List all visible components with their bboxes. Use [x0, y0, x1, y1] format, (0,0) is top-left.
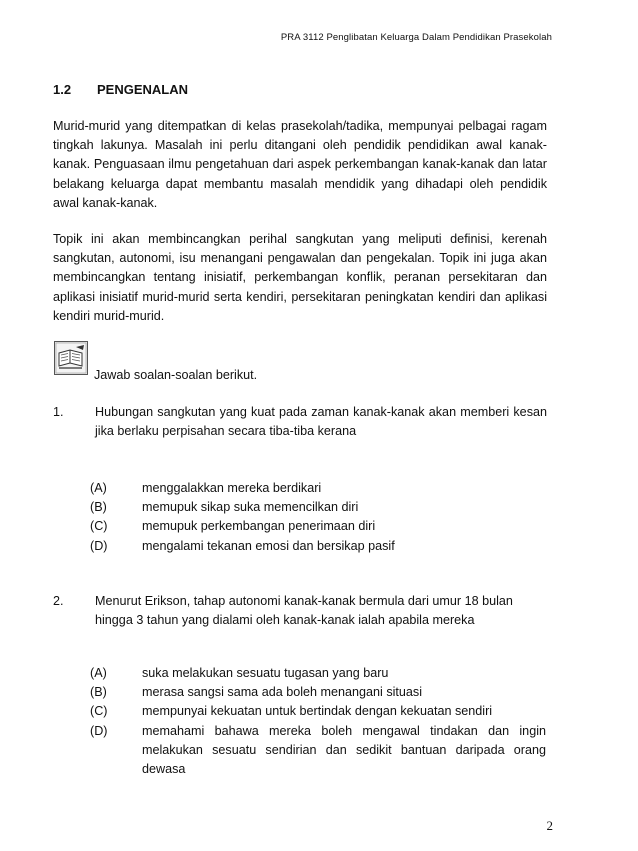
- option-text: suka melakukan sesuatu tugasan yang baru: [142, 666, 389, 680]
- option-c: [90, 517, 546, 536]
- option-label: (C): [90, 704, 108, 719]
- option-d: [90, 722, 546, 780]
- section-title: PENGENALAN: [97, 82, 189, 97]
- option-label: (B): [90, 685, 107, 700]
- option-label: (D): [90, 538, 108, 553]
- question-number: 2.: [53, 594, 64, 608]
- option-text: mempunyai kekuatan untuk bertindak dengan kekuatan sendiri: [142, 704, 493, 719]
- question-1: [53, 403, 547, 441]
- option-d: [90, 537, 546, 556]
- option-text: memupuk perkembangan penerimaan diri: [142, 519, 376, 534]
- option-text: mengalami tekanan emosi dan bersikap pasif: [142, 538, 395, 553]
- option-label: (A): [90, 481, 107, 495]
- section-number: 1.2: [53, 82, 72, 97]
- option-b: [90, 498, 546, 517]
- question-text: Menurut Erikson, tahap autonomi kanak-kanak bermula dari umur 18 bulan hingga 3 tahun yang dialami oleh kanak-kanak ialah apabila mereka: [95, 594, 513, 628]
- reading-book-icon: [54, 341, 88, 375]
- option-a: [90, 664, 546, 683]
- option-text: merasa sangsi sama ada boleh menangani situasi: [142, 685, 423, 700]
- intro-paragraph-2: Topik ini akan membincangkan perihal sangkutan yang meliputi definisi, kerenah sangkutan, autonomi, isu menangani pengawalan dan pengekalan. Topik ini juga akan membincangkan tentang inisiatif, perkembangan konflik, peranan persekitaran dan aplikasi inisiatif murid-murid serta kendiri, persekitaran peningkatan kendiri dan aplikasi kendiri murid-murid.: [53, 232, 547, 323]
- option-label: (A): [90, 666, 107, 680]
- question-text: Hubungan sangkutan yang kuat pada zaman kanak-kanak akan memberi kesan jika berlaku perpisahan secara tiba-tiba kerana: [95, 405, 547, 439]
- question-number: 1.: [53, 405, 64, 419]
- option-a: [90, 479, 546, 498]
- option-label: (B): [90, 500, 107, 515]
- option-c: [90, 702, 546, 721]
- activity-instruction: Jawab soalan-soalan berikut.: [94, 368, 258, 382]
- question-1-options: [90, 479, 546, 556]
- option-label: (D): [90, 723, 108, 738]
- option-text: menggalakkan mereka berdikari: [142, 481, 322, 495]
- option-text: memupuk sikap suka memencilkan diri: [142, 500, 359, 515]
- section-heading: [53, 82, 188, 97]
- running-header: PRA 3112 Penglibatan Keluarga Dalam Pendidikan Prasekolah: [280, 32, 552, 43]
- intro-paragraph-1: Murid-murid yang ditempatkan di kelas prasekolah/tadika, mempunyai pelbagai ragam tingkah lakunya. Masalah ini perlu ditangani oleh pendidik pendidikan awal kanak-kanak. Penguasaan ilmu pengetahuan dari aspek perkembangan kanak-kanak dan latar belakang keluarga dapat membantu masalah mendidik yang dihadapi oleh pendidik awal kanak-kanak.: [53, 119, 547, 210]
- question-2-options: [90, 664, 546, 779]
- option-label: (C): [90, 519, 108, 534]
- question-2: [53, 592, 547, 630]
- option-text: memahami bahawa mereka boleh mengawal tindakan dan ingin melakukan sesuatu sendirian dan sedikit bantuan daripada orang dewasa: [142, 723, 546, 777]
- page-number: 2: [546, 818, 553, 833]
- option-b: [90, 683, 546, 702]
